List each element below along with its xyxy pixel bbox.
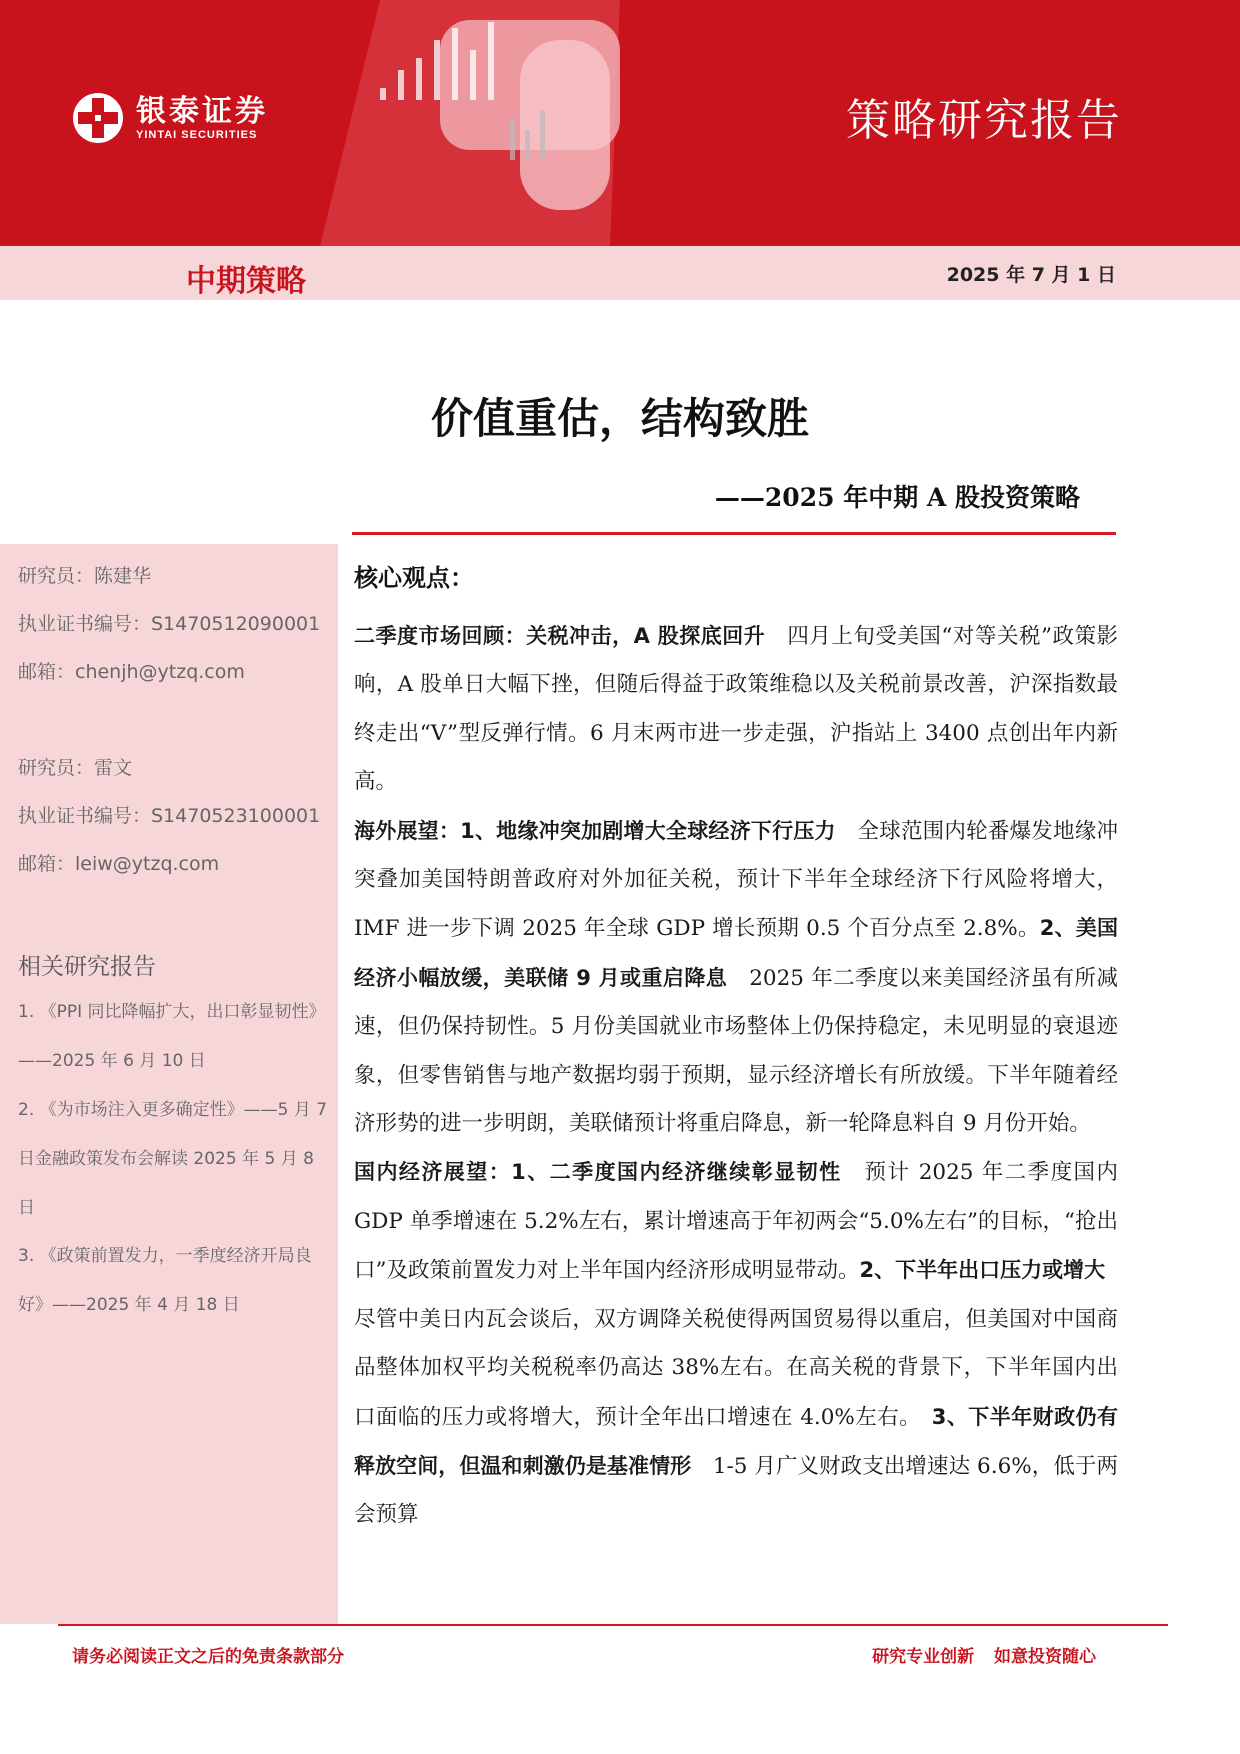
fiscal-policy-heading: 3、下半年财政仍有释放空间，但温和刺激仍是基准情形 [354,1404,1118,1478]
market-review-paragraph [354,612,1118,807]
title-divider [352,532,1116,535]
report-type: 策略研究报告 [846,95,1122,146]
related-reports-heading: 相关研究报告 [18,954,156,980]
analyst-email[interactable]: 邮箱：chenjh@ytzq.com [18,661,245,683]
header-banner [0,0,1240,246]
market-review-heading: 二季度市场回顾：关税冲击，A 股探底回升 [354,624,766,648]
overseas-outlook-heading: 海外展望：1、地缘冲突加剧增大全球经济下行压力 [354,818,836,843]
report-date: 2025 年 7 月 1 日 [946,264,1116,286]
related-report-item[interactable]: 3. 《政策前置发力，一季度经济开局良好》——2025 年 4 月 18 日 [18,1246,312,1315]
brand-name-cn: 银泰证券 [136,94,268,129]
brand-name-en: YINTAI SECURITIES [136,129,258,141]
export-pressure-heading: 2、下半年出口压力或增大 [859,1258,1106,1283]
brand-logo [72,92,268,144]
us-economy-text: 2025 年二季度以来美国经济虽有所减速，但仍保持韧性。5 月份美国就业市场整体上仍保持稳定，未见明显的衰退迹象，但零售销售与地产数据均弱于预期，显示经济增长有所放缓。下半年随着经济形势的进一步明朗，美联储预计将重启降息，新一轮降息料自 9 月份开始。 [354,965,1119,1137]
analyst-license: 执业证书编号：S1470523100001 [18,805,321,827]
main-content [354,562,1127,1540]
domestic-outlook-heading: 国内经济展望：1、二季度国内经济继续彰显韧性 [354,1160,842,1185]
analyst-name: 研究员：陈建华 [18,565,152,587]
related-report-item[interactable]: 2. 《为市场注入更多确定性》——5 月 7 日金融政策发布会解读 2025 年 5 月 8 日 [18,1100,328,1218]
page-subtitle: ——2025 年中期 A 股投资策略 [714,483,1080,512]
domestic-outlook-paragraph [354,1148,1127,1539]
header-decoration-image [320,0,740,246]
fiscal-policy-text: 1-5 月广义财政支出增速达 6.6%，低于两会预算 [354,1453,1118,1528]
analyst-name: 研究员：雷文 [18,757,133,779]
core-views-heading: 核心观点： [354,564,474,592]
report-category: 中期策略 [186,264,306,299]
analyst-email[interactable]: 邮箱：leiw@ytzq.com [18,853,220,875]
domestic-outlook-text: 预计 2025 年二季度国内 GDP 单季增速在 5.2%左右，累计增速高于年初两会“5.0%左右”的目标，“抢出口”及政策前置发力对上半年国内经济形成明显带动。 [354,1160,1118,1284]
market-review-text: 四月上旬受美国“对等关税”政策影响，A 股单日大幅下挫，但随后得益于政策维稳以及关税前景改善，沪深指数最终走出“V”型反弹行情。6 月末两市进一步走强，沪指站上 3400 点创出年内新高。 [354,624,1118,795]
overseas-outlook-paragraph [354,807,1118,1149]
footer-divider [58,1624,1168,1626]
analyst-license: 执业证书编号：S1470512090001 [18,613,321,635]
us-economy-heading: 2、美国经济小幅放缓，美联储 9 月或重启降息 [354,916,1118,990]
brand-logo-icon [72,92,124,144]
footer-slogan: 研究专业创新 如意投资随心 [872,1647,1096,1667]
overseas-outlook-text: 全球范围内轮番爆发地缘冲突叠加美国特朗普政府对外加征关税，预计下半年全球经济下行风险将增大，IMF 进一步下调 2025 年全球 GDP 增长预期 0.5 个百分点至 2.8%。 [354,818,1118,942]
export-pressure-text: 尽管中美日内瓦会谈后，双方调降关税使得两国贸易得以重启，但美国对中国商品整体加权平均关税税率仍高达 38%左右。在高关税的背景下，下半年国内出口面临的压力或将增大，预计全年出口增速在 4.0%左右。 [354,1258,1127,1430]
footer-disclaimer-note: 请务必阅读正文之后的免责条款部分 [72,1647,344,1667]
related-report-item[interactable]: 1. 《PPI 同比降幅扩大，出口彰显韧性》——2025 年 6 月 10 日 [18,1002,326,1071]
page-title: 价值重估，结构致胜 [430,394,809,443]
